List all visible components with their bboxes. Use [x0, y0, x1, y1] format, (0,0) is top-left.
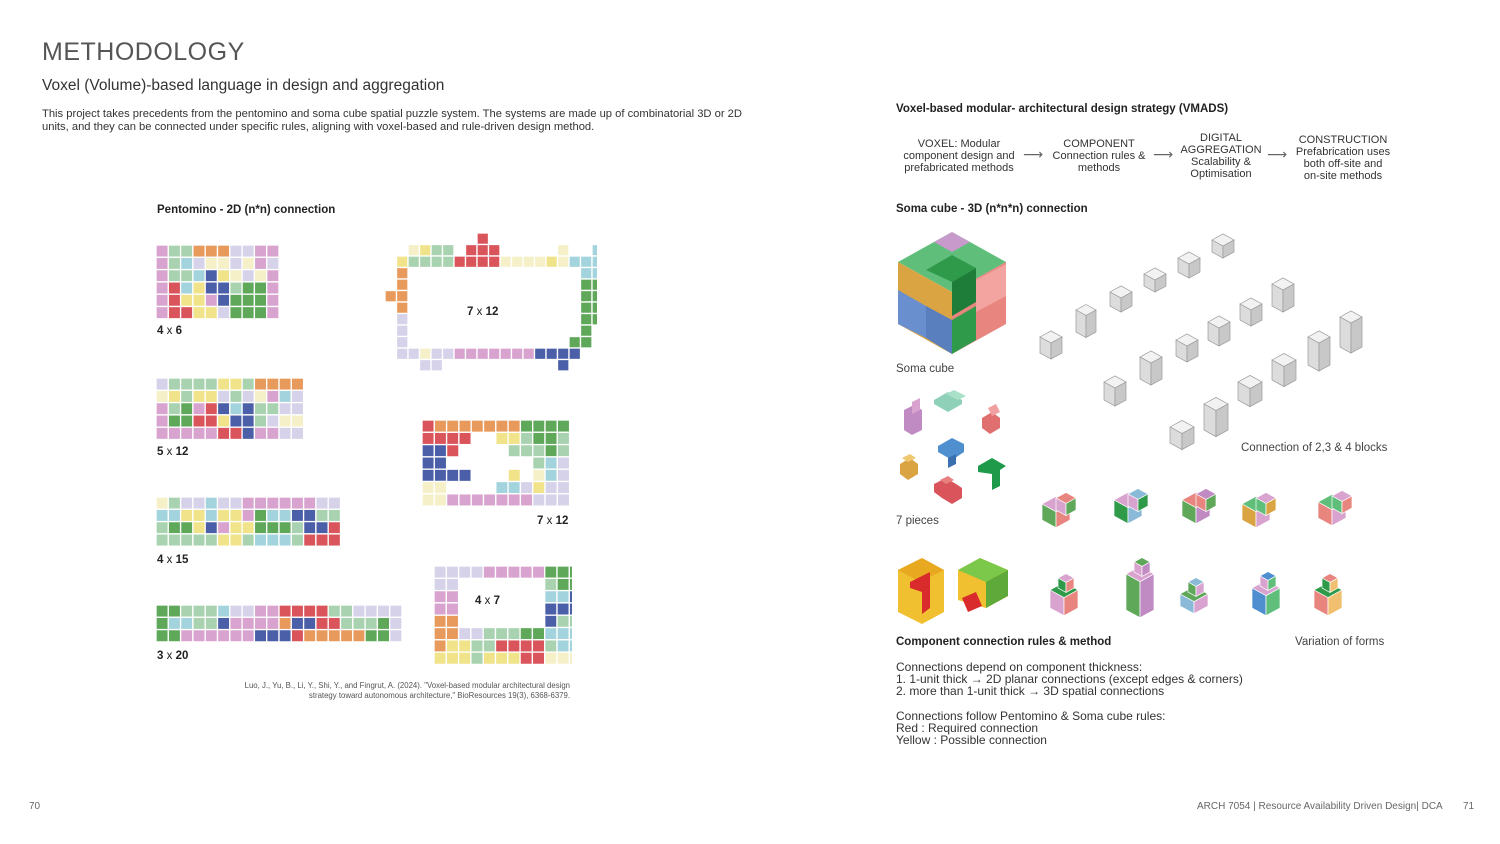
variation-forms-illustration [1040, 556, 1380, 622]
intro-paragraph: This project takes precedents from the pentomino and soma cube spatial puzzle system. The systems are made up of combinatorial 3D or 2D units, and they can be connected under specific rules, aligning with voxel-based and rule-driven design method. [42, 108, 742, 133]
citation: Luo, J., Yu, B., Li, Y., Shi, Y., and Fingrut, A. (2024). "Voxel-based modular architectural design strategy toward autonomous architecture," BioResources 19(3), 6368-6379. [244, 681, 570, 700]
rules-heading: Component connection rules & method [896, 636, 1112, 648]
pentomino-grid-3x20 [156, 605, 404, 643]
page-number-left: 70 [29, 801, 41, 812]
footer-course-info: ARCH 7054 | Resource Availability Driven Design| DCA [1197, 801, 1443, 812]
vmads-step-aggregation: DIGITAL AGGREGATION Scalability & Optimisation [1180, 132, 1262, 180]
grid-label-4x6: 4 x 6 [157, 325, 182, 337]
pentomino-ring-4x7 [434, 566, 572, 666]
grid-label-7x12-a: 7 x 12 [467, 306, 499, 318]
soma-pieces-illustration [896, 388, 1011, 510]
connection-rule-pieces-illustration [896, 556, 1016, 626]
variation-caption: Variation of forms [1295, 636, 1385, 648]
vmads-step-construction: CONSTRUCTION Prefabrication uses both off-site and on-site methods [1295, 134, 1391, 182]
pentomino-grid-4x6 [156, 245, 280, 321]
page-number-right: 71 [1463, 801, 1475, 812]
flow-arrow-icon: ⟶ [1153, 146, 1174, 162]
grid-label-4x7: 4 x 7 [475, 595, 500, 607]
grid-label-7x12-b: 7 x 12 [537, 515, 569, 527]
block-connections-illustration [1032, 222, 1392, 457]
flow-arrow-icon: ⟶ [1267, 146, 1288, 162]
soma-cube-illustration [896, 230, 1008, 356]
colored-aggregations-illustration [1036, 478, 1376, 534]
seven-pieces-caption: 7 pieces [896, 515, 939, 527]
page-title: METHODOLOGY [42, 38, 245, 66]
vmads-step-voxel: VOXEL: Modular component design and prefabricated methods [903, 138, 1015, 174]
vmads-step-component: COMPONENT Connection rules & methods [1052, 138, 1146, 174]
flow-arrow-icon: ⟶ [1023, 146, 1044, 162]
pentomino-ring-7x12-b [422, 420, 572, 508]
grid-label-5x12: 5 x 12 [157, 446, 189, 458]
grid-label-4x15: 4 x 15 [157, 554, 189, 566]
page-subtitle: Voxel (Volume)-based language in design and aggregation [42, 77, 445, 94]
pentomino-grid-5x12 [156, 378, 306, 440]
soma-heading: Soma cube - 3D (n*n*n) connection [896, 203, 1088, 215]
soma-cube-caption: Soma cube [896, 363, 955, 375]
rules-text: Connections depend on component thickness: 1. 1-unit thick → 2D planar connections (except edges & corners) 2. more than 1-unit thick → 3D spatial connections Connections follow Pentomino & Soma cube rules: Red : Required connection Yellow : Possible connection [896, 660, 1243, 748]
block-connections-caption: Connection of 2,3 & 4 blocks [1241, 442, 1388, 454]
pentomino-grid-4x15 [156, 497, 342, 547]
vmads-heading: Voxel-based modular- architectural design strategy (VMADS) [896, 103, 1229, 115]
pentomino-heading: Pentomino - 2D (n*n) connection [157, 204, 336, 216]
grid-label-3x20: 3 x 20 [157, 650, 189, 662]
